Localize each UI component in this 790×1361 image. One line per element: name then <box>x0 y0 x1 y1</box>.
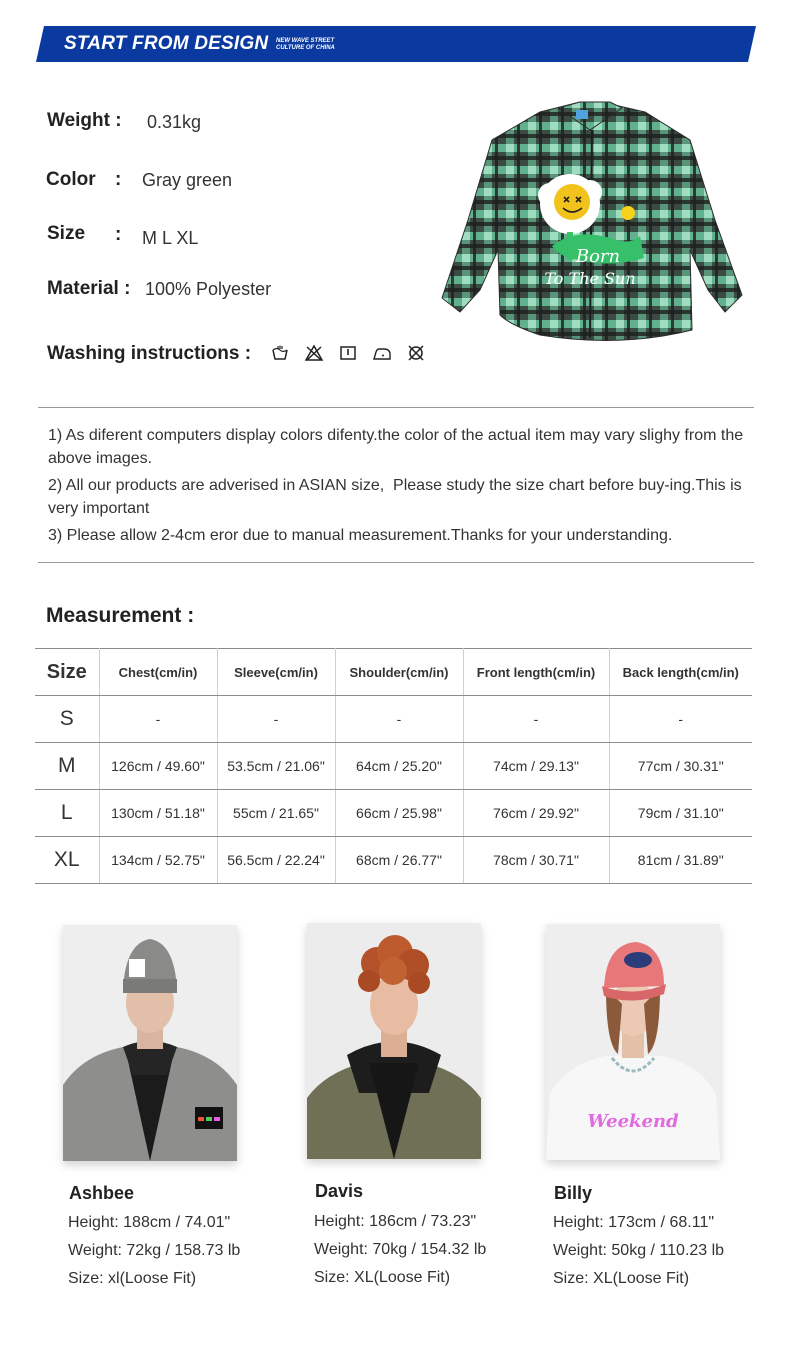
table-cell: - <box>609 696 752 743</box>
model-illustration <box>63 925 237 1161</box>
low-iron-icon <box>372 344 392 362</box>
table-cell: - <box>217 696 335 743</box>
color-colon: : <box>115 169 122 190</box>
model-weight-billy: Weight: 50kg / 110.23 lb <box>553 1242 725 1259</box>
weight-label: Weight : <box>47 110 122 131</box>
header-banner <box>36 26 756 62</box>
no-dry-clean-icon <box>406 344 426 362</box>
divider-bottom <box>38 562 754 563</box>
table-cell: - <box>463 696 609 743</box>
table-row <box>35 743 752 790</box>
column-header-shoulder: Shoulder(cm/in) <box>335 649 463 696</box>
model-name-billy: Billy <box>554 1183 593 1203</box>
size-cell: XL <box>35 837 99 884</box>
model-photo-ashbee <box>63 925 237 1161</box>
table-cell: 77cm / 30.31" <box>609 743 752 790</box>
model-size-davis: Size: XL(Loose Fit) <box>314 1269 451 1286</box>
table-row <box>35 696 752 743</box>
product-image <box>440 100 745 345</box>
material-label: Material : <box>47 278 131 299</box>
size-colon: : <box>115 224 122 245</box>
size-label: Size <box>47 223 86 244</box>
weight-value: 0.31kg <box>147 112 202 132</box>
note-2: 2) All our products are adverised in ASIAN size, Please study the size chart before buy-ing.This is very important <box>48 477 742 517</box>
model-height-billy: Height: 173cm / 68.11" <box>553 1214 715 1231</box>
table-cell: 78cm / 30.71" <box>463 837 609 884</box>
color-label: Color <box>46 169 96 190</box>
table-cell: 74cm / 29.13" <box>463 743 609 790</box>
model-photo-davis <box>307 923 481 1159</box>
shirt-print-line1: Born <box>575 246 621 267</box>
table-cell: 68cm / 26.77" <box>335 837 463 884</box>
size-cell: L <box>35 790 99 837</box>
hang-dry-icon <box>338 344 358 362</box>
table-cell: 55cm / 21.65" <box>217 790 335 837</box>
table-cell: 134cm / 52.75" <box>99 837 217 884</box>
plaid-shirt-illustration <box>440 100 745 345</box>
sweater-print: Weekend <box>587 1111 679 1132</box>
material-value: 100% Polyester <box>145 279 272 299</box>
column-header-chest: Chest(cm/in) <box>99 649 217 696</box>
banner-title: START FROM DESIGN <box>64 33 269 54</box>
column-header-sleeve: Sleeve(cm/in) <box>217 649 335 696</box>
model-height-ashbee: Height: 188cm / 74.01" <box>68 1214 231 1231</box>
model-name-davis: Davis <box>315 1181 364 1201</box>
table-cell: 53.5cm / 21.06" <box>217 743 335 790</box>
hand-wash-icon <box>270 344 290 362</box>
model-illustration <box>546 924 720 1160</box>
model-illustration <box>307 923 481 1159</box>
table-header-row <box>35 649 752 696</box>
table-cell: 81cm / 31.89" <box>609 837 752 884</box>
table-cell: 130cm / 51.18" <box>99 790 217 837</box>
measurement-title: Measurement : <box>46 604 195 627</box>
washing-label: Washing instructions : <box>47 343 252 364</box>
banner-subtitle-line1: NEW WAVE STREET <box>276 38 335 44</box>
model-height-davis: Height: 186cm / 73.23" <box>314 1213 477 1230</box>
table-cell: 64cm / 25.20" <box>335 743 463 790</box>
divider-top <box>38 407 754 408</box>
column-header-front-length: Front length(cm/in) <box>463 649 609 696</box>
shirt-print-line2: To The Sun <box>544 269 636 288</box>
color-value: Gray green <box>142 170 233 190</box>
column-header-back-length: Back length(cm/in) <box>609 649 752 696</box>
size-cell: M <box>35 743 99 790</box>
table-cell: - <box>99 696 217 743</box>
banner-subtitle-line2: CULTURE OF CHINA <box>276 45 335 51</box>
model-photo-billy <box>546 924 720 1160</box>
size-value: M L XL <box>142 228 199 248</box>
column-header-size: Size <box>35 649 99 696</box>
model-size-ashbee: Size: xl(Loose Fit) <box>68 1270 197 1287</box>
note-1: 1) As diferent computers display colors difenty.the color of the actual item may vary slighy from the above images. <box>48 427 744 467</box>
size-cell: S <box>35 696 99 743</box>
size-chart-table <box>35 648 752 884</box>
note-3: 3) Please allow 2-4cm eror due to manual measurement.Thanks for your understanding. <box>48 527 673 544</box>
no-bleach-icon <box>304 344 324 362</box>
table-cell: 76cm / 29.92" <box>463 790 609 837</box>
model-weight-davis: Weight: 70kg / 154.32 lb <box>314 1241 487 1258</box>
banner-subtitle <box>276 38 335 52</box>
table-row <box>35 790 752 837</box>
table-cell: 66cm / 25.98" <box>335 790 463 837</box>
model-size-billy: Size: XL(Loose Fit) <box>553 1270 690 1287</box>
table-cell: 56.5cm / 22.24" <box>217 837 335 884</box>
table-cell: 126cm / 49.60" <box>99 743 217 790</box>
model-name-ashbee: Ashbee <box>69 1183 135 1203</box>
model-weight-ashbee: Weight: 72kg / 158.73 lb <box>68 1242 241 1259</box>
table-cell: - <box>335 696 463 743</box>
table-cell: 79cm / 31.10" <box>609 790 752 837</box>
table-row <box>35 837 752 884</box>
